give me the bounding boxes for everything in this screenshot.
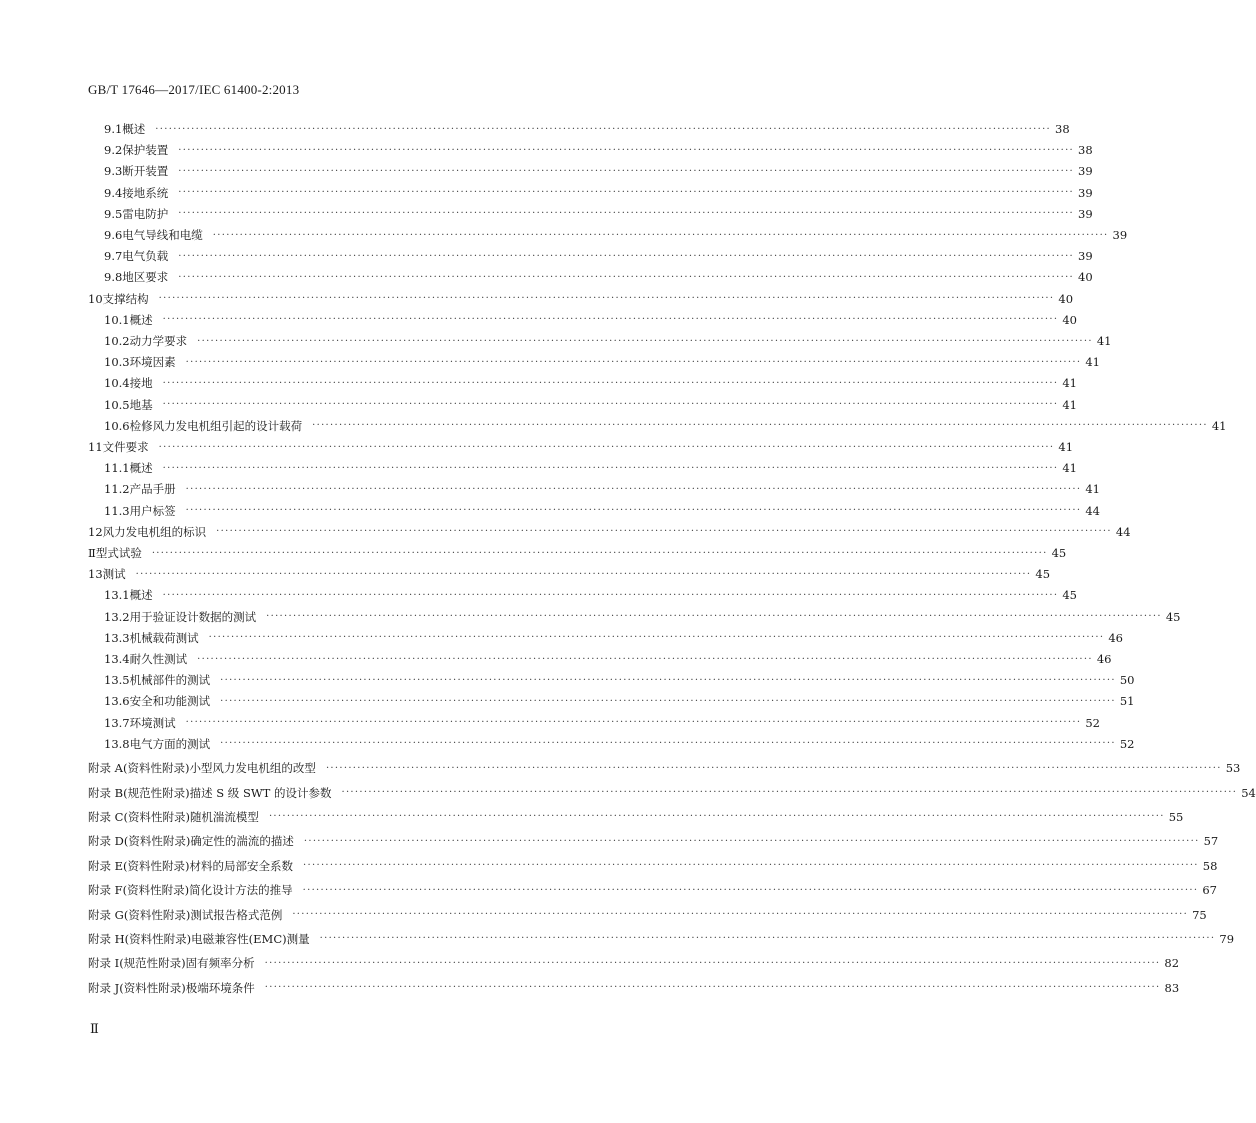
toc-entry-title: 确定性的湍流的描述 <box>190 834 294 849</box>
toc-entry-title: 型式试验 <box>95 546 142 560</box>
toc-entry-title: 固有频率分析 <box>185 956 255 971</box>
toc-entry[interactable] <box>88 543 1067 563</box>
toc-entry-page: 53 <box>1225 761 1241 776</box>
toc-entry-title: 支撑结构 <box>102 291 149 306</box>
toc-entry[interactable] <box>88 783 1256 803</box>
toc-entry-page: 41 <box>1096 334 1112 348</box>
toc-entry[interactable] <box>88 564 1051 584</box>
toc-entry-number: 11.3 <box>104 503 130 518</box>
toc-entry[interactable] <box>104 479 1100 499</box>
toc-leader-dots: ········································································································································································································ <box>220 674 1116 686</box>
toc-leader-dots: ········································································································································································································ <box>178 271 1075 283</box>
toc-entry-title: 电气负载 <box>122 249 169 264</box>
toc-entry-number: 9.3 <box>104 164 123 179</box>
toc-entry[interactable] <box>104 734 1135 754</box>
toc-entry-number: 9.5 <box>104 206 123 221</box>
toc-entry-title: 风力发电机组的标识 <box>102 524 207 539</box>
toc-entry[interactable] <box>88 522 1131 542</box>
toc-entry-page: 41 <box>1085 482 1100 497</box>
toc-entry-page: 41 <box>1062 397 1077 412</box>
toc-entry-page: 45 <box>1165 609 1181 624</box>
toc-entry-number: 13.6 <box>104 694 130 709</box>
toc-leader-dots: ········································································································································································································ <box>155 123 1052 135</box>
toc-leader-dots: ········································································································································································································ <box>185 717 1082 729</box>
toc-entry-title: 接地系统 <box>122 185 169 200</box>
toc-leader-dots: ········································································································································································································ <box>197 335 1093 347</box>
toc-entry-page: 44 <box>1115 524 1131 539</box>
toc-leader-dots: ········································································································································································································ <box>162 377 1059 389</box>
toc-entry-number: 13.1 <box>104 588 130 603</box>
toc-entry[interactable] <box>104 140 1093 160</box>
toc-entry[interactable] <box>104 267 1093 287</box>
toc-entry-title: 文件要求 <box>102 440 149 454</box>
toc-entry-number: 11.1 <box>104 461 130 476</box>
toc-leader-dots: ········································································································································································································ <box>178 144 1075 156</box>
toc-entry-number: 附录 J(资料性附录) <box>88 980 186 995</box>
toc-entry-number: 10.6 <box>104 418 130 433</box>
toc-entry-number: 10.4 <box>104 376 130 391</box>
toc-entry-number: 13.2 <box>104 609 130 624</box>
toc-entry[interactable] <box>104 628 1123 648</box>
toc-entry-title: 地区要求 <box>122 270 169 285</box>
toc-entry-number: 11 <box>88 440 103 454</box>
toc-leader-dots: ········································································································································································································ <box>212 229 1109 241</box>
toc-entry-page: 40 <box>1062 312 1077 327</box>
toc-entry-page: 41 <box>1062 461 1077 476</box>
toc-leader-dots: ········································································································································································································ <box>162 314 1059 326</box>
toc-entry-number: 13.5 <box>104 673 130 688</box>
toc-entry-title: 动力学要求 <box>129 334 188 348</box>
toc-entry-number: 附录 E(资料性附录) <box>88 858 190 873</box>
toc-leader-dots: ········································································································································································································ <box>303 860 1199 872</box>
toc-leader-dots: ········································································································································································································ <box>178 165 1075 177</box>
toc-entry-page: 38 <box>1055 122 1070 136</box>
toc-entry-number: 附录 H(资料性附录) <box>88 931 192 946</box>
toc-entry-number: 9.4 <box>104 185 123 200</box>
toc-entry-title: 小型风力发电机组的改型 <box>189 761 316 776</box>
toc-entry-number: 13.4 <box>104 652 130 666</box>
toc-entry-number: 9.8 <box>104 270 123 285</box>
toc-leader-dots: ········································································································································································································ <box>220 738 1116 750</box>
toc-entry-number: 10.1 <box>104 312 130 327</box>
toc-entry-title: 用户标签 <box>129 503 176 518</box>
toc-entry-number: 9.7 <box>104 249 123 264</box>
toc-entry-page: 41 <box>1058 440 1074 454</box>
toc-entry-page: 41 <box>1062 376 1077 391</box>
toc-entry[interactable] <box>88 929 1235 949</box>
toc-leader-dots: ········································································································································································································ <box>208 632 1105 644</box>
toc-entry-page: 45 <box>1051 546 1067 560</box>
toc-entry[interactable] <box>104 373 1077 393</box>
toc-entry-page: 46 <box>1108 630 1123 645</box>
toc-entry[interactable] <box>88 831 1219 851</box>
toc-entry-page: 75 <box>1192 907 1207 922</box>
toc-leader-dots: ········································································································································································································ <box>178 208 1075 220</box>
toc-entry[interactable] <box>104 225 1128 245</box>
document-header: GB/T 17646—2017/IEC 61400-2:2013 <box>88 82 300 97</box>
toc-entry-number: 9.2 <box>104 143 123 158</box>
toc-entry-page: 40 <box>1058 291 1074 306</box>
toc-entry-page: 50 <box>1119 673 1135 688</box>
toc-entry-title: 产品手册 <box>129 482 176 497</box>
toc-entry-page: 39 <box>1078 185 1093 200</box>
toc-entry-page: 58 <box>1202 858 1218 873</box>
toc-entry[interactable] <box>104 501 1100 521</box>
toc-leader-dots: ········································································································································································································ <box>341 787 1238 798</box>
toc-entry-number: 13.8 <box>104 736 130 751</box>
toc-entry[interactable] <box>104 395 1077 415</box>
toc-entry-title: 电磁兼容性(EMC)测量 <box>191 931 310 946</box>
toc-leader-dots: ········································································································································································································ <box>158 293 1055 305</box>
toc-entry-number: 13.3 <box>104 630 130 645</box>
toc-entry-page: 39 <box>1078 249 1093 264</box>
toc-leader-dots: ········································································································································································································ <box>178 187 1075 199</box>
toc-entry-page: 83 <box>1164 980 1180 995</box>
toc-entry[interactable] <box>104 670 1135 690</box>
toc-leader-dots: ········································································································································································································ <box>162 589 1059 601</box>
toc-entry-title: 描述 S 级 SWT 的设计参数 <box>189 785 332 800</box>
toc-leader-dots: ········································································································································································································ <box>185 356 1082 368</box>
toc-entry-number: Ⅱ <box>88 546 96 560</box>
toc-leader-dots: ········································································································································································································ <box>158 441 1055 453</box>
toc-entry-number: 10 <box>88 291 103 306</box>
toc-entry-page: 79 <box>1219 931 1235 946</box>
toc-entry[interactable] <box>104 649 1112 669</box>
toc-leader-dots: ········································································································································································································ <box>303 835 1200 847</box>
toc-leader-dots: ········································································································································································································ <box>312 420 1208 432</box>
toc-leader-dots: ········································································································································································································ <box>197 653 1093 665</box>
toc-entry-page: 40 <box>1078 270 1093 285</box>
toc-leader-dots: ········································································································································································································ <box>302 884 1199 896</box>
toc-entry-title: 测试 <box>102 567 126 582</box>
toc-entry-page: 54 <box>1241 785 1256 800</box>
toc-entry-title: 环境测试 <box>129 715 176 730</box>
toc-entry-number: 10.5 <box>104 397 130 412</box>
toc-entry-title: 简化设计方法的推导 <box>189 883 293 898</box>
toc-entry-title: 材料的局部安全系数 <box>189 858 294 873</box>
toc-entry-number: 11.2 <box>104 482 130 497</box>
toc-entry[interactable] <box>104 691 1135 711</box>
toc-entry-title: 概述 <box>129 461 153 476</box>
toc-entry[interactable] <box>104 331 1112 351</box>
toc-entry[interactable] <box>104 246 1093 266</box>
toc-entry-page: 44 <box>1085 503 1100 518</box>
toc-entry-number: 附录 B(规范性附录) <box>88 785 190 800</box>
toc-entry-title: 耐久性测试 <box>129 652 188 666</box>
toc-entry-page: 55 <box>1168 809 1184 824</box>
toc-entry[interactable] <box>88 289 1074 309</box>
toc-entry-number: 10.2 <box>104 334 130 348</box>
toc-entry[interactable] <box>88 856 1218 876</box>
toc-entry-number: 13 <box>88 567 103 582</box>
toc-entry-title: 电气方面的测试 <box>129 736 211 751</box>
toc-entry-title: 环境因素 <box>129 355 176 370</box>
toc-entry-title: 概述 <box>129 588 153 603</box>
toc-leader-dots: ········································································································································································································ <box>162 399 1059 411</box>
toc-entry-page: 52 <box>1085 715 1100 730</box>
toc-leader-dots: ········································································································································································································ <box>185 505 1082 517</box>
toc-entry-number: 附录 A(资料性附录) <box>88 761 190 776</box>
toc-entry[interactable] <box>104 607 1181 627</box>
toc-entry-page: 38 <box>1078 143 1093 158</box>
toc-leader-dots: ········································································································································································································ <box>151 547 1048 559</box>
toc-leader-dots: ········································································································································································································ <box>135 568 1032 580</box>
toc-entry-title: 检修风力发电机组引起的设计载荷 <box>129 418 303 433</box>
toc-entry-title: 概述 <box>129 312 153 327</box>
toc-leader-dots: ········································································································································································································ <box>162 462 1059 474</box>
toc-entry-page: 45 <box>1035 567 1051 582</box>
toc-entry-number: 12 <box>88 524 103 539</box>
toc-entry-page: 41 <box>1211 418 1227 433</box>
toc-entry-page: 51 <box>1119 694 1135 709</box>
toc-entry-title: 极端环境条件 <box>185 980 255 995</box>
toc-entry-title: 接地 <box>129 376 153 391</box>
toc-entry[interactable] <box>88 880 1217 900</box>
toc-entry-title: 地基 <box>129 397 153 412</box>
toc-entry-page: 39 <box>1112 228 1128 242</box>
toc-entry-number: 附录 G(资料性附录) <box>88 907 191 922</box>
toc-entry[interactable] <box>104 713 1100 733</box>
toc-leader-dots: ········································································································································································································ <box>185 483 1082 495</box>
toc-entry-title: 测试报告格式范例 <box>190 907 283 922</box>
toc-entry[interactable] <box>104 161 1093 181</box>
toc-entry-title: 断开装置 <box>122 164 169 179</box>
toc-leader-dots: ········································································································································································································ <box>268 811 1165 823</box>
toc-entry[interactable] <box>88 953 1180 973</box>
toc-entry[interactable] <box>88 807 1184 827</box>
toc-entry-page: 39 <box>1078 206 1093 221</box>
toc-entry-title: 用于验证设计数据的测试 <box>129 609 257 624</box>
toc-entry-page: 57 <box>1203 834 1219 849</box>
toc-entry[interactable] <box>88 905 1207 925</box>
toc-entry-page: 52 <box>1119 736 1135 751</box>
toc-entry[interactable] <box>104 416 1227 436</box>
toc-leader-dots: ········································································································································································································ <box>216 526 1112 538</box>
toc-entry[interactable] <box>88 437 1074 457</box>
toc-entry-title: 安全和功能测试 <box>129 694 211 709</box>
toc-entry-title: 雷电防护 <box>122 206 169 221</box>
toc-entry[interactable] <box>104 458 1077 478</box>
toc-entry-page: 39 <box>1078 164 1093 179</box>
toc-entry-number: 附录 I(规范性附录) <box>88 956 186 971</box>
toc-entry-page: 67 <box>1202 883 1217 898</box>
toc-entry-number: 附录 C(资料性附录) <box>88 809 190 824</box>
toc-leader-dots: ········································································································································································································ <box>292 909 1189 920</box>
toc-entry-title: 保护装置 <box>122 143 169 158</box>
toc-entry[interactable] <box>104 119 1070 139</box>
toc-leader-dots: ········································································································································································································ <box>220 695 1116 707</box>
toc-entry-page: 41 <box>1085 355 1100 370</box>
toc-entry-number: 附录 F(资料性附录) <box>88 883 190 898</box>
toc-entry-title: 电气导线和电缆 <box>122 228 203 242</box>
toc-leader-dots: ········································································································································································································ <box>319 933 1216 945</box>
toc-entry-title: 概述 <box>122 122 146 136</box>
page-number: Ⅱ <box>90 1022 99 1037</box>
toc-entry[interactable] <box>104 310 1077 330</box>
toc-leader-dots: ········································································································································································································ <box>325 762 1222 774</box>
toc-leader-dots: ········································································································································································································ <box>264 957 1161 969</box>
toc-entry-page: 46 <box>1096 652 1112 666</box>
toc-entry-number: 9.6 <box>104 228 123 242</box>
toc-leader-dots: ········································································································································································································ <box>266 611 1162 623</box>
toc-entry-title: 随机湍流模型 <box>189 809 259 824</box>
toc-entry-number: 13.7 <box>104 715 130 730</box>
toc-entry[interactable] <box>104 204 1093 224</box>
toc-entry-page: 82 <box>1164 956 1180 971</box>
toc-leader-dots: ········································································································································································································ <box>178 250 1075 262</box>
toc-entry[interactable] <box>88 978 1180 998</box>
toc-entry-title: 机械载荷测试 <box>129 630 199 645</box>
toc-leader-dots: ········································································································································································································ <box>264 982 1161 994</box>
toc-entry-number: 10.3 <box>104 355 130 370</box>
toc-entry[interactable] <box>104 352 1100 372</box>
toc-entry-number: 9.1 <box>104 122 123 136</box>
toc-entry[interactable] <box>104 183 1093 203</box>
toc-entry-number: 附录 D(资料性附录) <box>88 834 191 849</box>
toc-entry[interactable] <box>104 585 1077 605</box>
toc-entry-title: 机械部件的测试 <box>129 673 211 688</box>
toc-entry-page: 45 <box>1062 588 1077 603</box>
toc-entry[interactable] <box>88 758 1241 778</box>
